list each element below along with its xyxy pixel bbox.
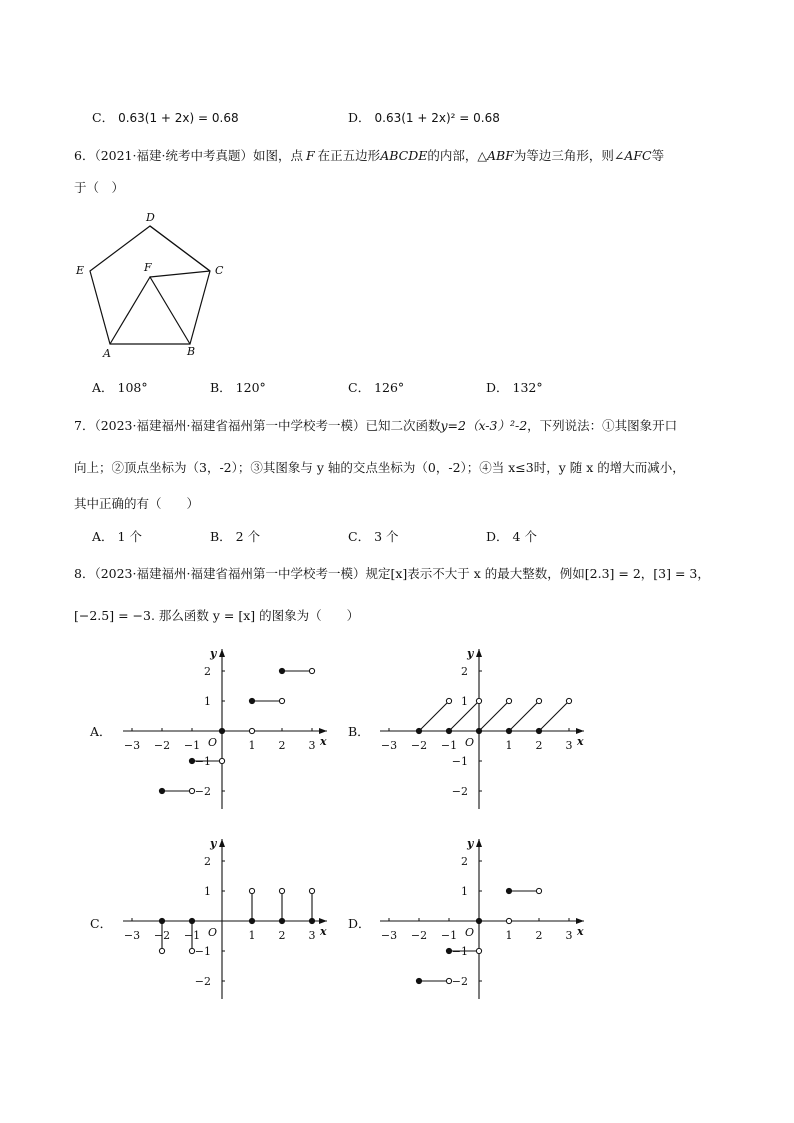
x-tick-label: −1	[440, 739, 458, 752]
x-axis-label: x	[577, 925, 584, 938]
y-axis-arrow	[476, 839, 482, 847]
x-tick-label: 1	[505, 739, 513, 752]
x-tick-label: −3	[380, 739, 398, 752]
closed-point	[506, 888, 511, 893]
var-F: F	[305, 148, 315, 163]
pentagon-abcde	[90, 226, 210, 344]
open-point	[309, 888, 314, 893]
x-tick-label: 1	[505, 929, 513, 942]
triangle-abf	[110, 277, 190, 344]
text: 如图，点	[252, 148, 303, 163]
open-point	[189, 948, 194, 953]
q8-line2: [−2.5] = −3. 那么函数 y = [x] 的图象为（ ）	[74, 608, 360, 623]
var-abf: ABF	[486, 148, 514, 163]
graph-label-b: B．	[348, 724, 370, 739]
closed-point	[536, 728, 541, 733]
origin-label: O	[208, 926, 218, 939]
option-label: D．	[486, 529, 509, 544]
y-tick-label: 1	[461, 695, 468, 708]
x-tick-label: −3	[123, 929, 141, 942]
y-tick-label: 2	[461, 855, 468, 868]
x-axis-arrow	[576, 728, 584, 734]
pentagon-figure	[70, 205, 240, 360]
option-value: 120°	[235, 380, 266, 395]
x-tick-label: 1	[248, 739, 256, 752]
var-abcde: ABCDE	[380, 148, 428, 163]
x-tick-label: 2	[535, 739, 543, 752]
graph-a	[115, 643, 340, 815]
open-point	[476, 948, 481, 953]
text: ，下列说法：①其图象开口	[527, 418, 678, 433]
closed-point	[249, 918, 254, 923]
y-tick-label: −1	[194, 755, 211, 768]
option-expression: 0.63(1 + 2x)² = 0.68	[374, 111, 500, 125]
x-axis-arrow	[319, 918, 327, 924]
option-label: C．	[348, 529, 371, 544]
graph-label-c: C．	[90, 916, 113, 931]
y-tick-label: 2	[204, 665, 211, 678]
x-tick-label: −1	[183, 929, 201, 942]
graph-segment	[419, 701, 449, 731]
open-point	[279, 698, 284, 703]
y-axis-arrow	[476, 649, 482, 657]
q8-line1	[74, 564, 710, 582]
text: 已知二次函数	[365, 418, 441, 433]
y-tick-label: −1	[451, 755, 468, 768]
vertex-label-e: E	[76, 264, 85, 277]
vertex-label-c: C	[215, 264, 224, 277]
x-tick-label: −2	[153, 929, 171, 942]
option-label: C．	[92, 110, 115, 125]
y-tick-label: −2	[451, 785, 468, 798]
closed-point	[189, 918, 194, 923]
y-axis-label: y	[210, 837, 217, 850]
vertex-label-b: B	[187, 345, 196, 358]
question-source: （2021·福建·统考中考真题）	[94, 148, 253, 163]
graph-segment	[509, 701, 539, 731]
origin-label: O	[465, 736, 475, 749]
y-tick-label: −1	[194, 945, 211, 958]
q7-line2: 向上；②顶点坐标为（3，-2）；③其图象与 y 轴的交点坐标为（0，-2）；④当 x≤3时，y 随 x 的增大而减小，	[74, 460, 685, 475]
question-number: 8．	[74, 566, 95, 581]
option-value: 4 个	[512, 529, 537, 544]
text: 在正五边形	[317, 148, 381, 163]
option-label: A．	[92, 529, 114, 544]
x-tick-label: −2	[153, 739, 171, 752]
closed-point	[249, 698, 254, 703]
closed-point	[279, 918, 284, 923]
q7-line3: 其中正确的有（ ）	[74, 496, 200, 511]
open-point	[566, 698, 571, 703]
option-label: B．	[210, 380, 232, 395]
open-point	[159, 948, 164, 953]
graph-b	[372, 643, 597, 815]
x-tick-label: −1	[440, 929, 458, 942]
y-axis-arrow	[219, 839, 225, 847]
closed-point	[159, 918, 164, 923]
closed-point	[476, 728, 481, 733]
graph-segment	[539, 701, 569, 731]
y-axis-label: y	[467, 647, 474, 660]
y-tick-label: 1	[461, 885, 468, 898]
vertex-label-f: F	[144, 261, 152, 274]
y-tick-label: −2	[194, 975, 211, 988]
x-axis-label: x	[577, 735, 584, 748]
x-tick-label: −2	[410, 929, 428, 942]
option-label: D．	[486, 380, 509, 395]
function-expression: y=2（x-3）²-2	[440, 418, 528, 433]
x-tick-label: 3	[308, 739, 316, 752]
segment-fc	[150, 271, 210, 277]
q6-line1	[74, 146, 664, 164]
origin-label: O	[465, 926, 475, 939]
open-point	[536, 888, 541, 893]
question-number: 7．	[74, 418, 95, 433]
y-tick-label: 2	[204, 855, 211, 868]
x-tick-label: −2	[410, 739, 428, 752]
q7-option-d	[486, 527, 537, 545]
q7-line1	[74, 416, 677, 434]
q7-option-a	[92, 527, 142, 545]
vertex-label-a: A	[103, 347, 111, 360]
question-source: （2023·福建福州·福建省福州第一中学校考一模）	[94, 566, 366, 581]
x-axis-label: x	[320, 925, 327, 938]
q6-line2: 于（ ）	[74, 180, 125, 195]
open-point	[249, 728, 254, 733]
q6-option-d	[486, 378, 543, 396]
open-point	[219, 758, 224, 763]
y-tick-label: 1	[204, 695, 211, 708]
question-source: （2023·福建福州·福建省福州第一中学校考一模）	[94, 418, 366, 433]
graph-c	[115, 833, 340, 1005]
open-point	[279, 888, 284, 893]
text: 规定[x]表示不大于 x 的最大整数，例如[2.3] = 2，[3] = 3，	[365, 566, 710, 581]
x-tick-label: 2	[278, 739, 286, 752]
option-label: D．	[348, 110, 371, 125]
closed-point	[189, 758, 194, 763]
text: 为等边三角形，则∠	[513, 148, 625, 163]
open-point	[536, 698, 541, 703]
option-label: B．	[210, 529, 232, 544]
q7-option-b	[210, 527, 260, 545]
var-afc: AFC	[624, 148, 652, 163]
x-axis-arrow	[576, 918, 584, 924]
q7-option-c	[348, 527, 399, 545]
closed-point	[506, 728, 511, 733]
y-axis-arrow	[219, 649, 225, 657]
vertex-label-d: D	[146, 211, 155, 224]
y-tick-label: −1	[451, 945, 468, 958]
option-value: 2 个	[235, 529, 261, 544]
q5-option-d	[348, 108, 500, 126]
x-tick-label: 3	[308, 929, 316, 942]
x-tick-label: 1	[248, 929, 256, 942]
closed-point	[416, 728, 421, 733]
open-point	[476, 698, 481, 703]
x-axis-arrow	[319, 728, 327, 734]
x-tick-label: 3	[565, 739, 573, 752]
option-value: 126°	[374, 380, 405, 395]
y-axis-label: y	[210, 647, 217, 660]
closed-point	[476, 918, 481, 923]
option-label: A．	[92, 380, 114, 395]
q6-option-c	[348, 378, 404, 396]
closed-point	[446, 948, 451, 953]
open-point	[189, 788, 194, 793]
y-tick-label: 2	[461, 665, 468, 678]
x-tick-label: 3	[565, 929, 573, 942]
x-tick-label: −3	[380, 929, 398, 942]
graph-label-d: D．	[348, 916, 371, 931]
x-tick-label: −1	[183, 739, 201, 752]
y-axis-label: y	[467, 837, 474, 850]
y-tick-label: −2	[451, 975, 468, 988]
q6-option-a	[92, 378, 148, 396]
origin-label: O	[208, 736, 218, 749]
question-number: 6．	[74, 148, 95, 163]
option-expression: 0.63(1 + 2x) = 0.68	[118, 111, 239, 125]
x-tick-label: −3	[123, 739, 141, 752]
graph-d	[372, 833, 597, 1005]
y-tick-label: 1	[204, 885, 211, 898]
open-point	[506, 918, 511, 923]
option-value: 1 个	[117, 529, 142, 544]
x-axis-label: x	[320, 735, 327, 748]
closed-point	[279, 668, 284, 673]
x-tick-label: 2	[278, 929, 286, 942]
option-value: 3 个	[374, 529, 399, 544]
closed-point	[309, 918, 314, 923]
closed-point	[219, 728, 224, 733]
option-label: C．	[348, 380, 371, 395]
graph-label-a: A．	[90, 724, 112, 739]
open-point	[446, 978, 451, 983]
x-tick-label: 2	[535, 929, 543, 942]
y-tick-label: −2	[194, 785, 211, 798]
closed-point	[159, 788, 164, 793]
option-value: 108°	[117, 380, 148, 395]
open-point	[309, 668, 314, 673]
closed-point	[446, 728, 451, 733]
open-point	[446, 698, 451, 703]
q6-option-b	[210, 378, 266, 396]
open-point	[506, 698, 511, 703]
graph-segment	[479, 701, 509, 731]
text: 等	[651, 148, 665, 163]
text: 的内部，△	[427, 148, 487, 163]
open-point	[249, 888, 254, 893]
option-value: 132°	[512, 380, 543, 395]
closed-point	[416, 978, 421, 983]
q5-option-c	[92, 108, 239, 126]
